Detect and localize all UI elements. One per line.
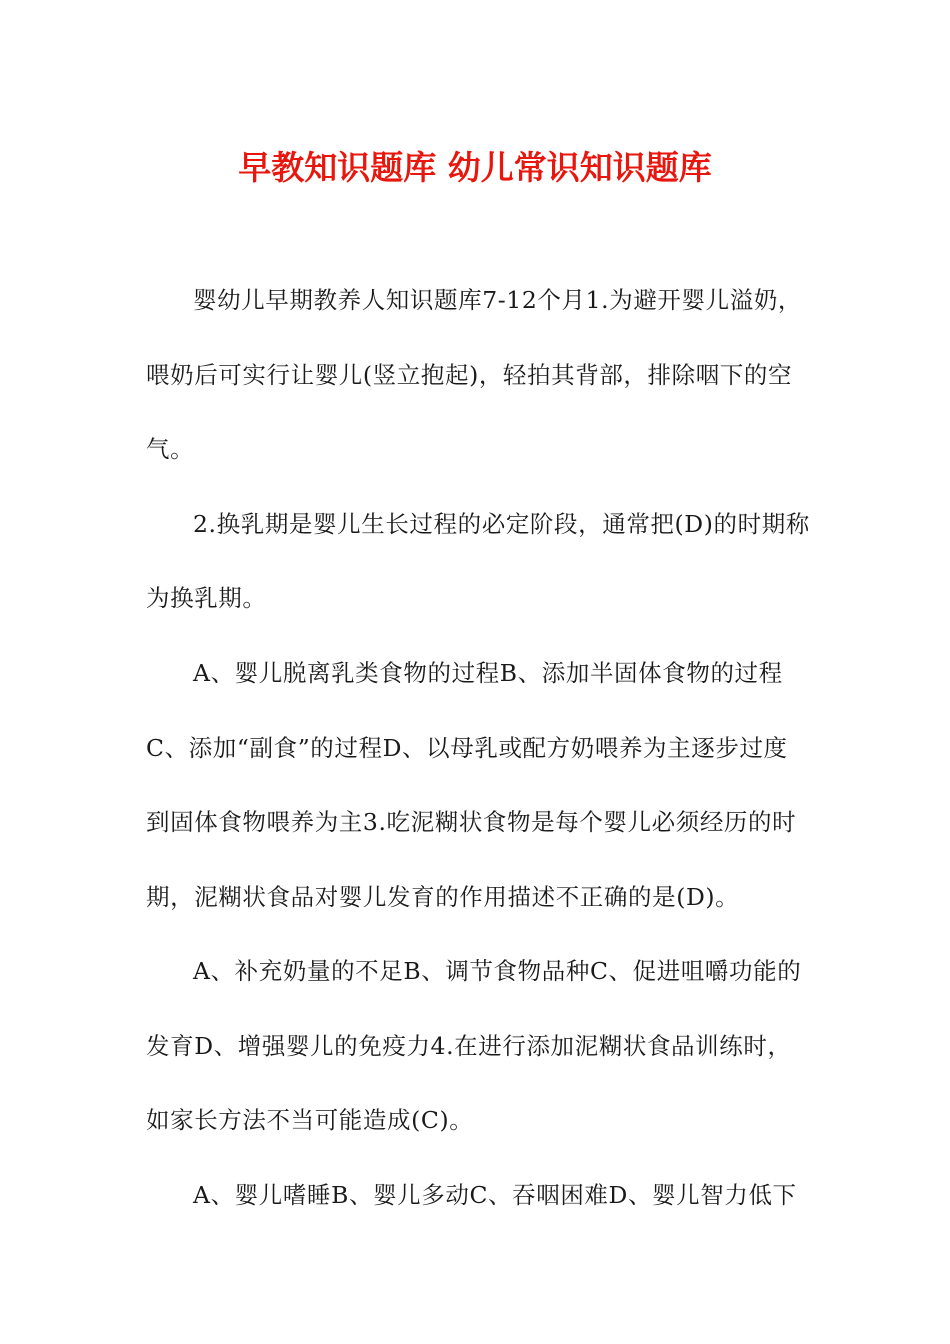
paragraph-line: 到固体食物喂养为主3.吃泥糊状食物是每个婴儿必须经历的时 [146,808,797,836]
paragraph-line: 发育D、增强婴儿的免疫力4.在进行添加泥糊状食品训练时， [146,1032,792,1060]
paragraph-line: 期，泥糊状食品对婴儿发育的作用描述不正确的是(D)。 [146,883,740,911]
paragraph-line: A、补充奶量的不足B、调节食物品种C、促进咀嚼功能的 [193,957,802,985]
paragraph-line: 喂奶后可实行让婴儿(竖立抱起)，轻拍其背部，排除咽下的空 [146,361,793,389]
paragraph-line: 为换乳期。 [146,584,267,612]
paragraph-line: C、添加“副食”的过程D、以母乳或配方奶喂养为主逐步过度 [146,734,788,762]
paragraph-line: A、婴儿嗜睡B、婴儿多动C、吞咽困难D、婴儿智力低下 [193,1181,797,1209]
paragraph-line: 气。 [146,435,195,463]
paragraph-line: A、婴儿脱离乳类食物的过程B、添加半固体食物的过程 [193,659,783,687]
paragraph-line: 婴幼儿早期教养人知识题库7-12个月1.为避开婴儿溢奶， [193,286,803,314]
paragraph-line: 2.换乳期是婴儿生长过程的必定阶段，通常把(D)的时期称 [193,510,810,538]
document-title: 早教知识题库 幼儿常识知识题库 [238,148,712,187]
paragraph-line: 如家长方法不当可能造成(C)。 [146,1106,474,1134]
